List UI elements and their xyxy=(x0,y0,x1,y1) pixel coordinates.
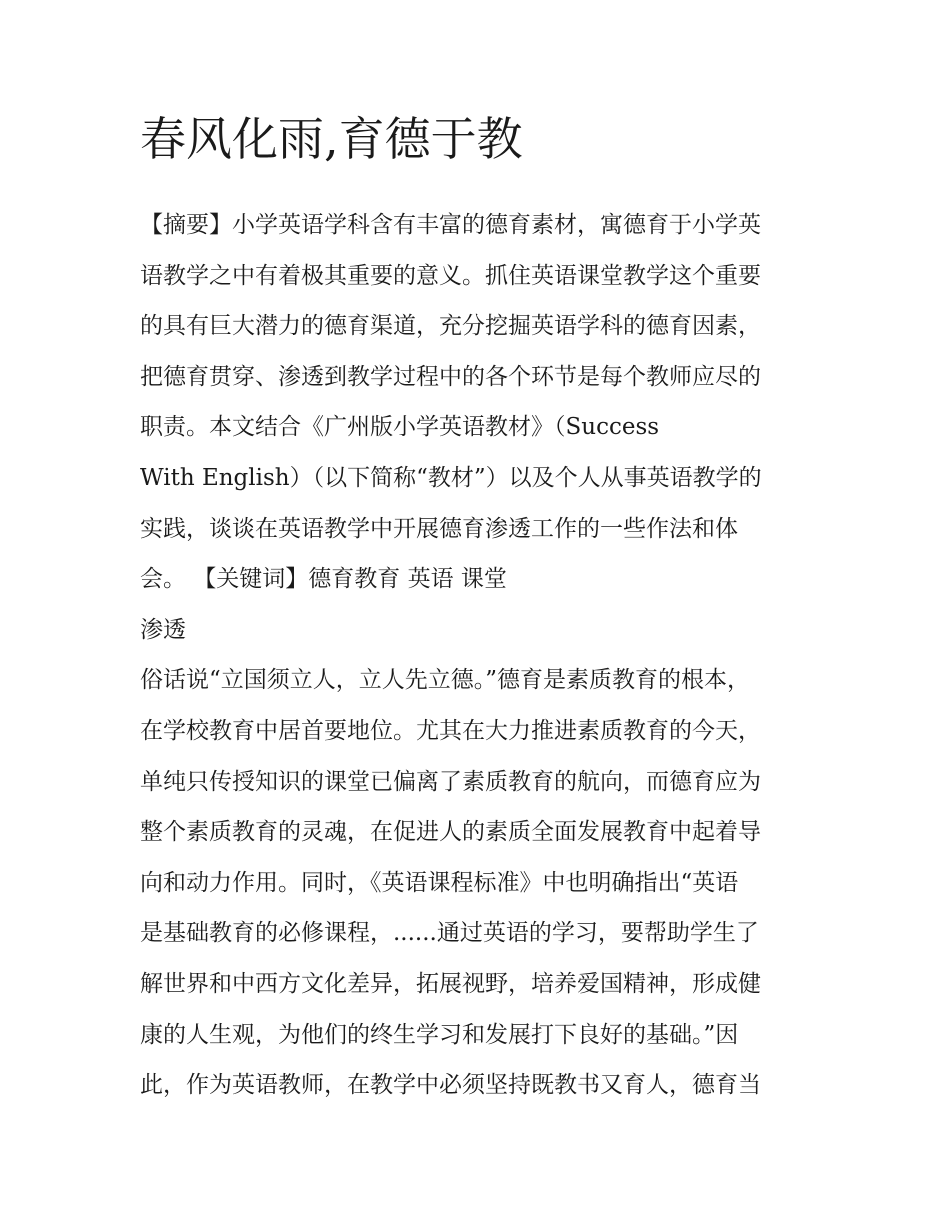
text-line: 解世界和中西方文化差异，拓展视野，培养爱国精神，形成健 xyxy=(140,970,761,997)
text-line: 单纯只传授知识的课堂已偏离了素质教育的航向，而德育应为 xyxy=(140,768,761,795)
text-line: 实践，谈谈在英语教学中开展德育渗透工作的一些作法和体 xyxy=(140,515,738,542)
keywords-line: 渗透 xyxy=(140,616,186,643)
text-line: 把德育贯穿、渗透到教学过程中的各个环节是每个教师应尽的 xyxy=(140,363,761,390)
document-body xyxy=(140,200,820,1111)
text-line: 语教学之中有着极其重要的意义。抓住英语课堂教学这个重要 xyxy=(140,262,761,289)
keywords-line: 会。 【关键词】德育教育 英语 课堂 xyxy=(140,566,507,593)
text-line: 的具有巨大潜力的德育渠道，充分挖掘英语学科的德育因素， xyxy=(140,313,761,340)
text-line: 此，作为英语教师，在教学中必须坚持既教书又育人，德育当 xyxy=(140,1072,761,1099)
text-line: 向和动力作用。同时，《英语课程标准》中也明确指出“英语 xyxy=(140,869,739,896)
text-line: 职责。本文结合《广州版小学英语教材》（Success xyxy=(140,414,660,441)
text-line: 是基础教育的必修课程，......通过英语的学习，要帮助学生了 xyxy=(140,920,759,947)
text-line: 【摘要】小学英语学科含有丰富的德育素材，寓德育于小学英 xyxy=(140,212,761,238)
text-line: With English）（以下简称“教材”）以及个人从事英语教学的 xyxy=(140,464,762,491)
text-line: 俗话说“立国须立人，立人先立德。”德育是素质教育的根本， xyxy=(140,667,751,694)
text-line: 在学校教育中居首要地位。尤其在大力推进素质教育的今天， xyxy=(140,717,761,744)
text-line: 整个素质教育的灵魂，在促进人的素质全面发展教育中起着导 xyxy=(140,819,761,846)
document-title: 春风化雨,育德于教 xyxy=(140,112,523,166)
text-line: 康的人生观，为他们的终生学习和发展打下良好的基础。”因 xyxy=(140,1021,739,1048)
